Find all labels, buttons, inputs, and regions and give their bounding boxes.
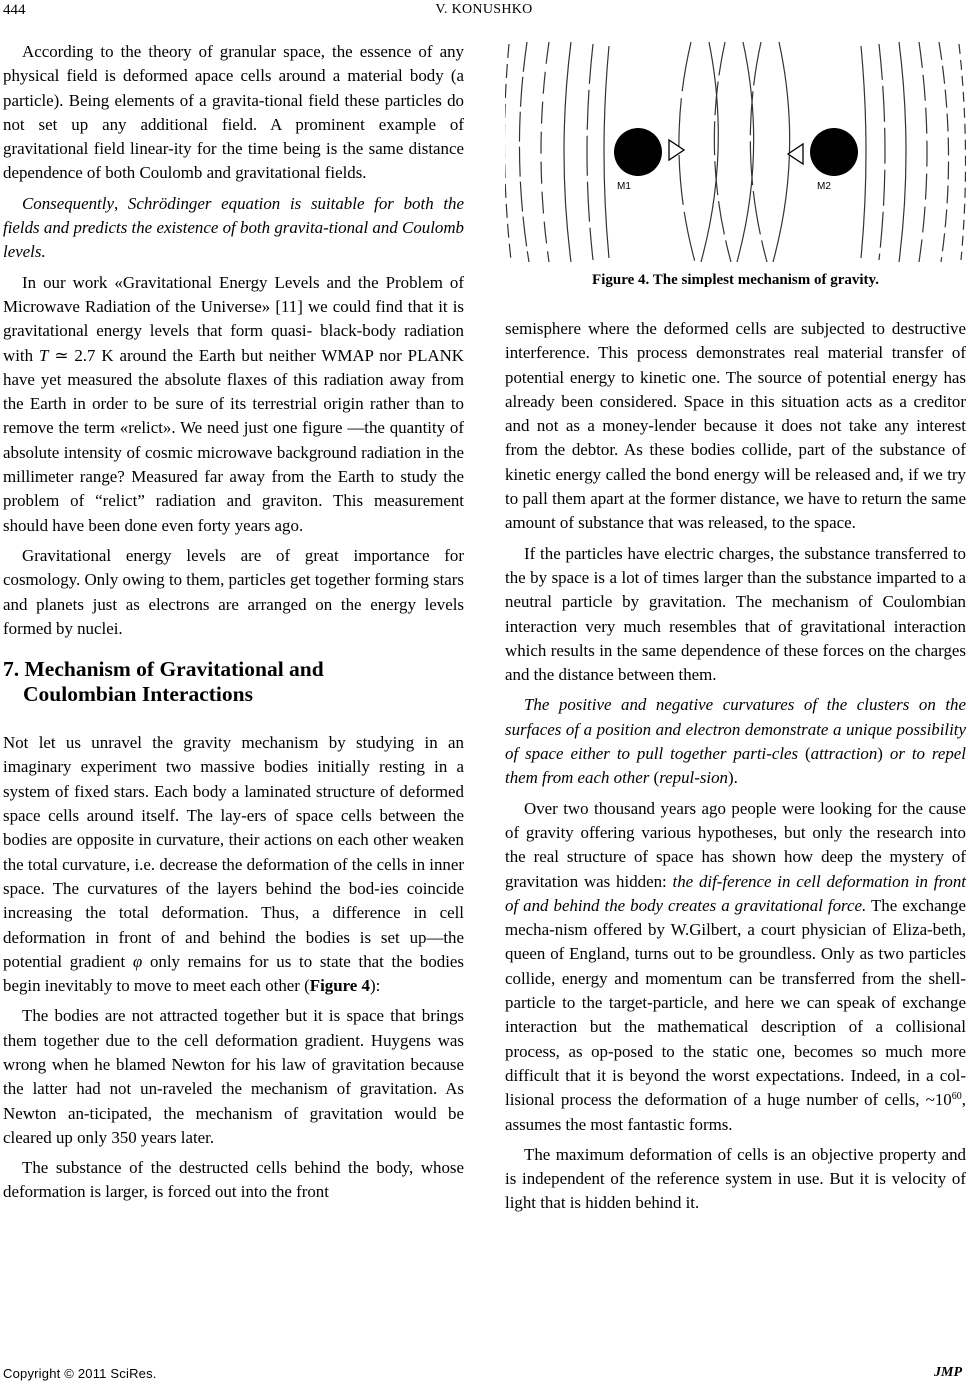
paragraph: The bodies are not attracted together but it is space that brings them together due to the cell deformation gradient. Huygens was wrong when he blamed Newton for his law of gravitation because the latter had not un-raveled the mechanism of gravitation. As Newton an-ticipated, the mechanism of gravitation would be cleared up only 350 years later. [3, 1006, 464, 1147]
emphasis: Schrödinger equation is suitable for both the fields and predicts the existence of both gravita-tional and Coulomb levels. [3, 193, 464, 262]
figure-reference-link[interactable]: Figure 4 [309, 976, 370, 996]
paragraph: If the particles have electric charges, the substance transferred to the by space is a lot of times larger than the substance imparted to a neutral particle by gravitation. The mechanism of Coulombian interaction very much resembles that of gravitational interaction which results in the same dependence of these forces on the charges and the distance between them. [505, 543, 966, 685]
paragraph: Not let us unravel the gravity mechanism by studying in an imaginary experiment two massive bodies initially resting in a system of fixed stars. Each body a laminated structure of deformed space cells around itself. The lay-ers of space cells between the bodies are opposite in curvature, their actions on each other weaken the total curvature, i.e. decrease the deformation of the cells in inner space. The curvatures of the layers behind the bod-ies coincide increasing the total deformation. Thus, a difference in cell deformation in front of and behind the bodies is set up—the potential gradient φ only remains for us to state that the bodies begin inevitably to move to meet each other (Figure 4): [3, 733, 464, 996]
running-author: V. KONUSHKO [435, 2, 533, 17]
footer-copyright: Copyright © 2011 SciRes. [3, 1366, 157, 1381]
arrow-right-icon [669, 140, 684, 160]
paragraph: Consequently, Schrödinger equation is suitable for both the fields and predicts the existence of both gravita-tional and Coulomb levels. [3, 193, 464, 262]
paragraph: The positive and negative curvatures of the clusters on the surfaces of a position and electron demonstrate a unique possibility of space either to pull together parti-cles (attraction) or to repel them from each other (repul-sion). [505, 695, 966, 788]
section-heading-line1: 7. Mechanism of Gravitational and [3, 657, 324, 682]
mass-m1-body [614, 128, 662, 176]
paragraph: Gravitational energy levels are of great importance for cosmology. Only owing to them, particles get together forming stars and planets just as electrons are arranged on the energy levels formed by nuclei. [3, 545, 464, 638]
paragraph: semisphere where the deformed cells are subjected to destructive interference. This process demonstrates real material transfer of potential energy to kinetic one. The source of potential energy has already been considered. Space in this situation acts as a creditor and not as a money-lender because it does not take any interest from the debtor. As these bodies collide, part of the substance of kinetic energy called the bond energy will be released and, if we try to pall them apart at the former distance, we have to return the same amount of substance that was released, to the space. [505, 319, 966, 533]
variable-phi: φ [132, 951, 143, 971]
paragraph: Over two thousand years ago people were looking for the cause of gravity offering various hypotheses, but only the research into the real structure of space has shown how deep the mystery of gravitation was hidden: the dif-ference in cell deformation in front of and behind the body creates a gravitational force. The exchange mecha-nism offered by W.Gilbert, a court physician of Eliza-beth, queen of England, turns out to be groundless. Only as two particles collide, energy and momentum can be transferred from the shell-particle to the target-particle, and here we can speak of exchange interaction but the mathematical description of a collisional process, as op-posed to the static one, becomes so much more difficult that it is beyond the worst expectations. Indeed, in a col-lisional process the deformation of a huge number of cells, $\sim 10^{60}$, assumes the most fantastic forms. [505, 798, 966, 1134]
paragraph: The maximum deformation of cells is an objective property and is independent of the reference system in use. But it is velocity of light that is hidden behind it. [505, 1144, 966, 1213]
right-column [505, 317, 966, 1222]
section-heading [3, 657, 464, 707]
section-heading-line2: Coulombian Interactions [23, 682, 253, 707]
paragraph: According to the theory of granular space, the essence of any physical field is deformed apace cells around a material body (a particle). Being elements of a gravita-tional field these particles do not set up any additional field. A prominent example of gravitational field linear-ity for the time being is the same distance dependence of both Coulomb and gravitational fields. [3, 42, 464, 183]
label-m1: M1 [617, 181, 631, 192]
label-m2: M2 [817, 181, 831, 192]
emphasis: the dif-ference in cell deformation in front of and behind the body creates a gravitational force. [505, 871, 966, 915]
figure-4-diagram [505, 36, 966, 268]
arrow-left-icon [788, 144, 803, 164]
figure-caption: Figure 4. The simplest mechanism of gravity. [592, 272, 879, 288]
footer-journal: JMP [934, 1365, 962, 1380]
page-number: 444 [3, 2, 26, 18]
left-column [3, 40, 464, 1211]
page-header [0, 0, 968, 26]
variable-T: T [38, 345, 49, 365]
paragraph: The substance of the destructed cells behind the body, whose deformation is larger, is forced out into the front [3, 1158, 464, 1202]
gravity-mechanism-illustration [505, 36, 966, 268]
emphasis: Consequently [22, 193, 114, 213]
mass-m2-body [810, 128, 858, 176]
field-lines [505, 42, 966, 262]
exponent: 60 [951, 1091, 962, 1103]
paragraph: In our work «Gravitational Energy Levels and the Problem of Microwave Radiation of the Universe» [11] we could find that it is gravitational energy levels that form quasi- black-body radiation with T ≃ 2.7 K around the Earth but neither WMAP nor PLANK have yet measured the absolute flaxes of this radiation away from the Earth in order to be sure of its terrestrial origin rather than to remove the term «relict». We need just one figure —the quantity of absolute intensity of cosmic microwave background radiation in the millimeter range? Measured far away from the Earth to study the problem of “relict” radiation and graviton. This measurement should have been done even forty years ago. [3, 272, 464, 535]
